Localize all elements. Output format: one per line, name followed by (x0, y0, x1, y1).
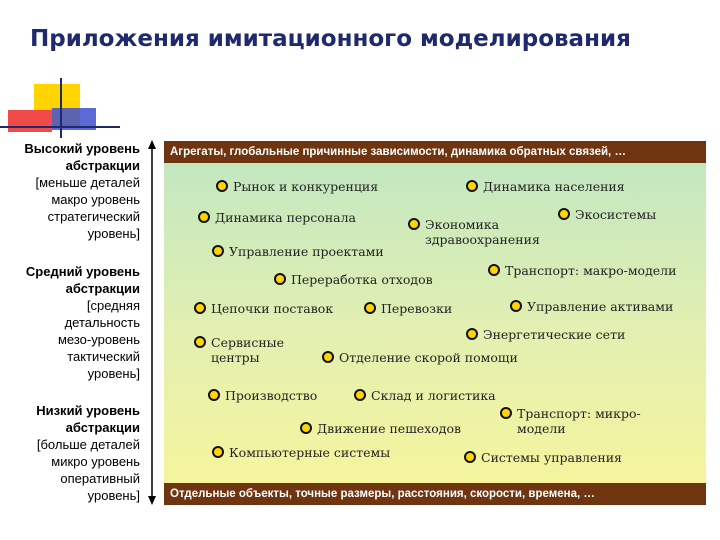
bullet-icon (464, 451, 476, 463)
banner-bottom: Отдельные объекты, точные размеры, расстояния, скорости, времена, … (164, 483, 706, 505)
level-high-title: Высокий уровень абстракции (24, 141, 140, 173)
bullet-icon (198, 211, 210, 223)
item-label: Сервисные центры (211, 335, 285, 365)
bullet-icon (322, 351, 334, 363)
item-label: Экономика здравоохранения (425, 217, 540, 247)
item-label: Системы управления (481, 450, 622, 465)
bullet-icon (466, 180, 478, 192)
item-label: Отделение скорой помощи (339, 350, 518, 365)
item-label: Движение пешеходов (317, 421, 462, 436)
bullet-icon (364, 302, 376, 314)
item-energy (466, 327, 625, 342)
level-high (0, 140, 140, 242)
bullet-icon (194, 336, 206, 348)
bullet-icon (510, 300, 522, 312)
item-healthcare (408, 217, 540, 247)
bullet-icon (558, 208, 570, 220)
bullet-icon (300, 422, 312, 434)
item-warehouse (354, 388, 496, 403)
item-label: Транспорт: микро- модели (517, 406, 641, 436)
item-control-systems (464, 450, 622, 465)
item-shipping (364, 301, 452, 316)
level-low-desc: [больше деталей микро уровень оперативный уровень] (36, 437, 140, 503)
item-projects (212, 244, 384, 259)
bullet-icon (208, 389, 220, 401)
bullet-icon (408, 218, 420, 230)
applications-panel (164, 141, 706, 505)
item-label: Управление проектами (229, 244, 384, 259)
logo-vertical-line (60, 78, 62, 138)
bullet-icon (466, 328, 478, 340)
bullet-icon (212, 446, 224, 458)
bullet-icon (274, 273, 286, 285)
item-label: Транспорт: макро-модели (505, 263, 677, 278)
item-transport-micro (500, 406, 641, 436)
item-label: Энергетические сети (483, 327, 626, 342)
item-label: Производство (225, 388, 318, 403)
item-computer-systems (212, 445, 390, 460)
bullet-icon (488, 264, 500, 276)
item-market (216, 179, 378, 194)
bullet-icon (500, 407, 512, 419)
item-label: Компьютерные системы (229, 445, 391, 460)
item-service-centers (194, 335, 284, 365)
item-ecosystems (558, 207, 656, 222)
item-transport-macro (488, 263, 676, 278)
item-label: Перевозки (381, 301, 453, 316)
item-label: Цепочки поставок (211, 301, 334, 316)
item-personnel (198, 210, 356, 225)
item-assets (510, 299, 673, 314)
logo-horizontal-line (0, 126, 120, 128)
bullet-icon (216, 180, 228, 192)
banner-top: Агрегаты, глобальные причинные зависимости, динамика обратных связей, … (164, 141, 706, 163)
item-label: Склад и логистика (371, 388, 496, 403)
item-label: Управление активами (527, 299, 674, 314)
item-label: Экосистемы (575, 207, 657, 222)
logo-red-rect (8, 110, 52, 132)
level-low (0, 402, 140, 504)
slide-title: Приложения имитационного моделирования (30, 26, 631, 52)
item-label: Динамика персонала (215, 210, 357, 225)
level-mid-title: Средний уровень абстракции (25, 264, 140, 296)
item-label: Динамика населения (483, 179, 625, 194)
level-low-title: Низкий уровень абстракции (36, 403, 140, 435)
bullet-icon (194, 302, 206, 314)
item-population (466, 179, 625, 194)
level-high-desc: [меньше деталей макро уровень стратегический уровень] (35, 175, 140, 241)
item-manufacturing (208, 388, 317, 403)
item-pedestrians (300, 421, 461, 436)
abstraction-axis-arrow (144, 140, 160, 505)
item-emergency (322, 350, 518, 365)
decorative-logo (0, 78, 120, 138)
bullet-icon (354, 389, 366, 401)
bullet-icon (212, 245, 224, 257)
item-supply-chains (194, 301, 333, 316)
level-mid (0, 263, 140, 382)
item-waste (274, 272, 433, 287)
level-mid-desc: [средняя детальность мезо-уровень тактический уровень] (57, 298, 140, 381)
item-label: Рынок и конкуренция (233, 179, 379, 194)
item-label: Переработка отходов (291, 272, 433, 287)
